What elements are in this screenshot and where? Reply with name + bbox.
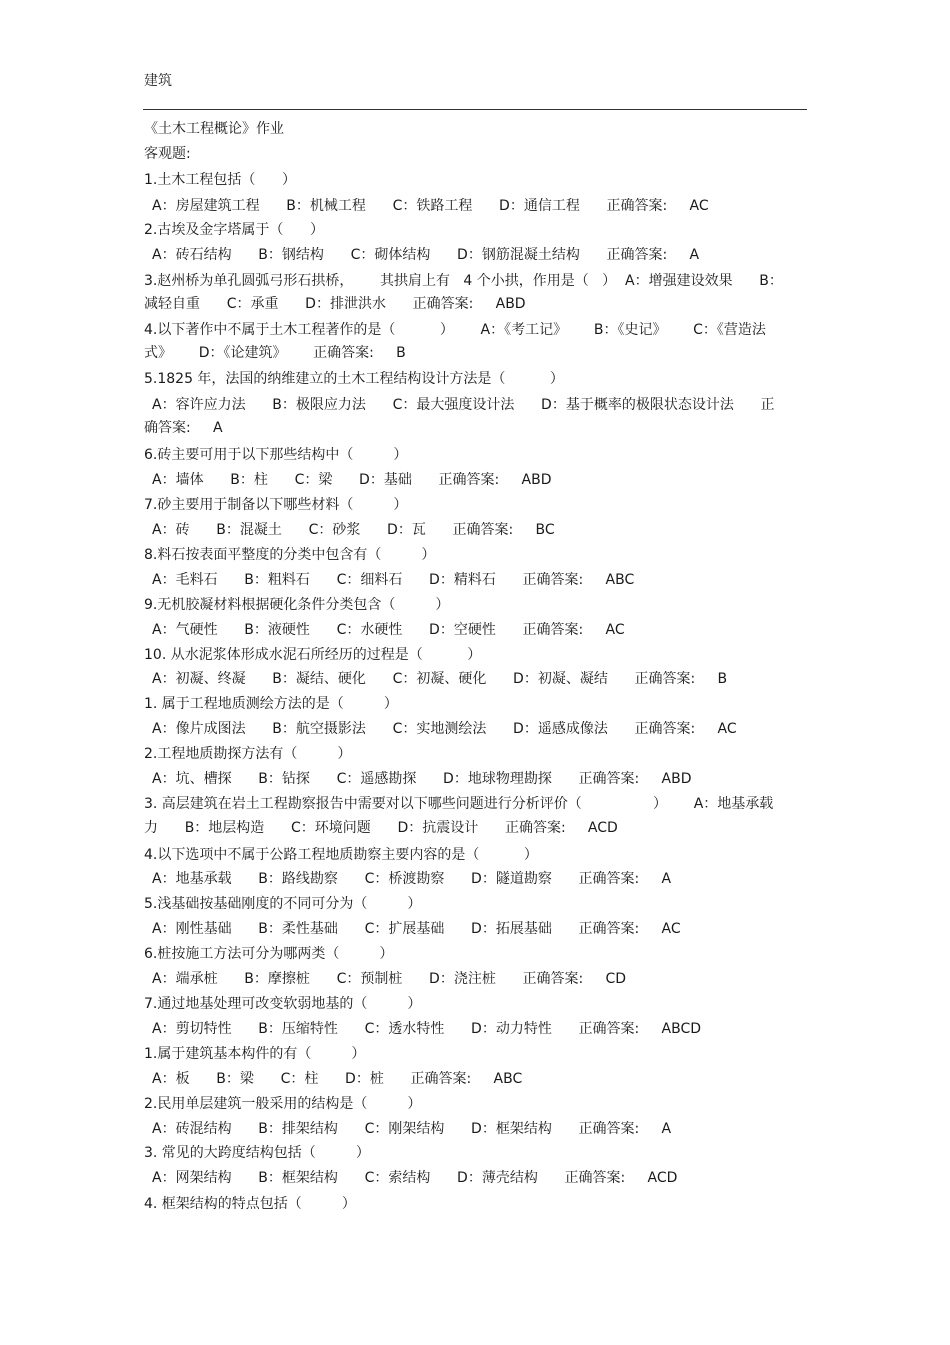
question-line: 3.赵州桥为单孔圆弧弓形石拱桥， 其拱肩上有 4 个小拱，作用是（ ） A：增强建设效果 B：: [144, 273, 783, 289]
question-line: 力 B：地层构造 C：环境问题 D：抗震设计 正确答案: ACD: [144, 820, 618, 836]
question-line: 3. 常见的大跨度结构包括（ ）: [144, 1145, 370, 1161]
question-line: 7.砂主要用于制备以下哪些材料（ ）: [144, 497, 408, 513]
page-header: 建筑: [144, 73, 172, 89]
question-line: 8.料石按表面平整度的分类中包含有（ ）: [144, 547, 436, 563]
answer-options-line: A：砖石结构 B：钢结构 C：砌体结构 D：钢筋混凝土结构 正确答案: A: [152, 247, 700, 263]
answer-options-line: A：砖混结构 B：排架结构 C：刚架结构 D：框架结构 正确答案: A: [152, 1121, 672, 1137]
question-line: 6.砖主要可用于以下那些结构中（ ）: [144, 447, 408, 463]
answer-options-line: A：像片成图法 B：航空摄影法 C：实地测绘法 D：遥感成像法 正确答案: AC: [152, 721, 737, 737]
answer-options-line: A：容许应力法 B：极限应力法 C：最大强度设计法 D：基于概率的极限状态设计法 正: [152, 397, 775, 413]
answer-options-line: A：砖 B：混凝土 C：砂浆 D：瓦 正确答案: BC: [152, 522, 555, 538]
question-line: 4.以下选项中不属于公路工程地质勘察主要内容的是（ ）: [144, 847, 538, 863]
answer-options-line: A：房屋建筑工程 B：机械工程 C：铁路工程 D：通信工程 正确答案: AC: [152, 198, 709, 214]
answer-options-line: A：坑、槽探 B：钻探 C：遥感勘探 D：地球物理勘探 正确答案: ABD: [152, 771, 692, 787]
answer-options-line: A：墙体 B：柱 C：梁 D：基础 正确答案: ABD: [152, 472, 552, 488]
question-line: 2.古埃及金字塔属于（ ）: [144, 222, 325, 238]
question-line: 5.1825 年，法国的纳维建立的土木工程结构设计方法是（ ）: [144, 371, 564, 387]
question-line: 3. 高层建筑在岩土工程勘察报告中需要对以下哪些问题进行分析评价（ ） A：地基承载: [144, 796, 774, 812]
answer-options-line: A：气硬性 B：液硬性 C：水硬性 D：空硬性 正确答案: AC: [152, 622, 625, 638]
question-line: 6.桩按施工方法可分为哪两类（ ）: [144, 946, 394, 962]
question-line: 5.浅基础按基础刚度的不同可分为（ ）: [144, 896, 422, 912]
question-line: 1. 属于工程地质测绘方法的是（ ）: [144, 696, 398, 712]
question-line: 式》 D：《论建筑》 正确答案: B: [144, 345, 406, 361]
question-line: 减轻自重 C：承重 D：排泄洪水 正确答案: ABD: [144, 296, 526, 312]
answer-options-line: A：端承桩 B：摩擦桩 C：预制桩 D：浇注桩 正确答案: CD: [152, 971, 627, 987]
question-line: 确答案: A: [144, 420, 223, 436]
question-line: 9.无机胶凝材料根据硬化条件分类包含（ ）: [144, 597, 450, 613]
question-line: 7.通过地基处理可改变软弱地基的（ ）: [144, 996, 422, 1012]
answer-options-line: A：剪切特性 B：压缩特性 C：透水特性 D：动力特性 正确答案: ABCD: [152, 1021, 701, 1037]
question-line: 《土木工程概论》作业: [144, 121, 284, 137]
answer-options-line: A：毛料石 B：粗料石 C：细料石 D：精料石 正确答案: ABC: [152, 572, 635, 588]
question-line: 客观题:: [144, 146, 191, 162]
answer-options-line: A：初凝、终凝 B：凝结、硬化 C：初凝、硬化 D：初凝、凝结 正确答案: B: [152, 671, 728, 687]
header-divider: [143, 109, 807, 110]
question-line: 1.属于建筑基本构件的有（ ）: [144, 1046, 366, 1062]
question-line: 10. 从水泥浆体形成水泥石所经历的过程是（ ）: [144, 647, 482, 663]
question-line: 2.工程地质勘探方法有（ ）: [144, 746, 352, 762]
answer-options-line: A：网架结构 B：框架结构 C：索结构 D：薄壳结构 正确答案: ACD: [152, 1170, 678, 1186]
question-line: 4. 框架结构的特点包括（ ）: [144, 1196, 356, 1212]
answer-options-line: A：刚性基础 B：柔性基础 C：扩展基础 D：拓展基础 正确答案: AC: [152, 921, 681, 937]
question-line: 2.民用单层建筑一般采用的结构是（ ）: [144, 1096, 422, 1112]
question-line: 1.土木工程包括（ ）: [144, 172, 297, 188]
question-line: 4.以下著作中不属于土木工程著作的是（ ） A：《考工记》 B：《史记》 C：《营造法: [144, 322, 766, 338]
answer-options-line: A：地基承载 B：路线勘察 C：桥渡勘察 D：隧道勘察 正确答案: A: [152, 871, 672, 887]
answer-options-line: A：板 B：梁 C：柱 D：桩 正确答案: ABC: [152, 1071, 523, 1087]
